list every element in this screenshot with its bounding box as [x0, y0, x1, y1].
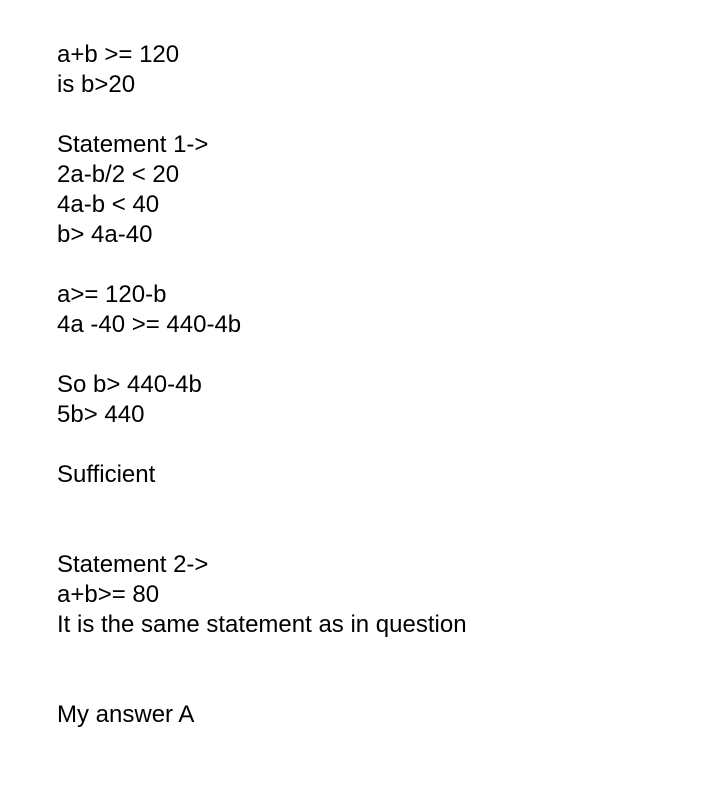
conclusion-text: Sufficient	[57, 461, 156, 488]
text-line: 5b> 440	[57, 401, 145, 428]
text-line: 4a-b < 40	[57, 191, 160, 218]
statement-1-heading: Statement 1->	[57, 131, 209, 158]
blank-line	[57, 520, 697, 550]
blank-line	[57, 490, 697, 520]
text-line: is b>20	[57, 71, 136, 98]
final-answer: My answer A	[57, 701, 195, 728]
statement-2-heading: Statement 2->	[57, 551, 209, 578]
text-line: b> 4a-40	[57, 221, 153, 248]
text-line: a+b >= 120	[57, 41, 180, 68]
blank-line	[57, 670, 697, 700]
blank-line	[57, 100, 697, 130]
text-line: a>= 120-b	[57, 281, 167, 308]
text-line: a+b>= 80	[57, 581, 160, 608]
blank-line	[57, 250, 697, 280]
text-line: So b> 440-4b	[57, 371, 202, 398]
text-line: It is the same statement as in question	[57, 611, 467, 638]
blank-line	[57, 640, 697, 670]
text-line: 2a-b/2 < 20	[57, 161, 180, 188]
blank-line	[57, 430, 697, 460]
blank-line	[57, 340, 697, 370]
document-body	[57, 40, 697, 730]
text-line: 4a -40 >= 440-4b	[57, 311, 242, 338]
